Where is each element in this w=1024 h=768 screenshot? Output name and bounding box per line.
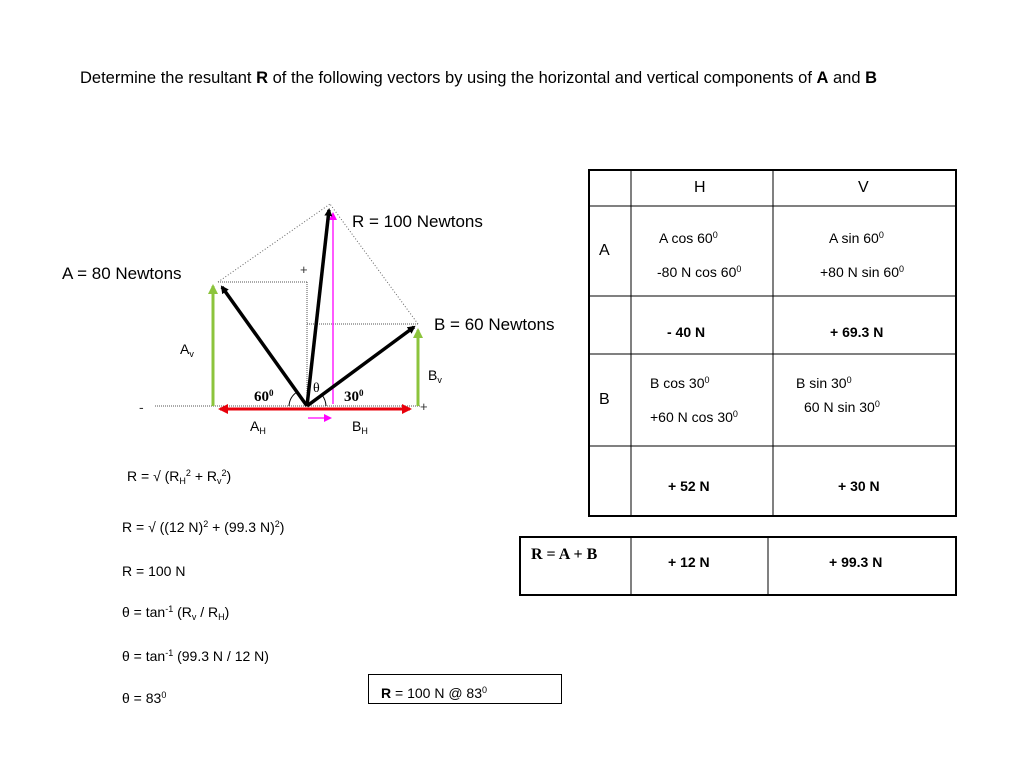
title-r: R [256, 69, 269, 87]
cell-a-v-result: + 69.3 N [830, 324, 884, 340]
cell-b-h-values: +60 N $\cos 30^0$ [650, 409, 738, 425]
table-header-v: V [858, 179, 869, 196]
theta-label: θ [313, 381, 320, 396]
equation-angle-formula: $\theta = \tan^{-1} (R_v / R_H)$ [122, 604, 230, 622]
equation-magnitude-formula: R = √ $(R_H^2 + R_v^2)$ [127, 468, 232, 486]
a-magnitude-label: A = 80 Newtons [62, 264, 182, 283]
equation-magnitude-result: R = 100 N [122, 563, 186, 579]
ah-label: $A_H$ [250, 418, 266, 436]
title-b: B [865, 69, 878, 87]
table-row-a-label: A [599, 242, 610, 259]
cell-b-v-formula: B $\sin 30^0$ [796, 375, 852, 391]
bh-label: $B_H$ [352, 418, 368, 436]
title-a: A [816, 69, 829, 87]
equation-angle-substituted: $\theta = \tan^{-1} (99.3$ N / 12 N) [122, 648, 269, 664]
cell-b-h-formula: B $\cos 30^0$ [650, 375, 710, 391]
sum-table-label: R = A + B [531, 546, 598, 563]
av-label: $A_v$ [180, 341, 194, 359]
problem-statement: Determine the resultant R of the following vectors by using the horizontal and vertical components of A and B [80, 69, 878, 87]
sum-h-result: + 12 N [668, 554, 710, 570]
table-row-b-label: B [599, 391, 610, 408]
cell-a-v-values: +80 N $\sin 60^0$ [820, 264, 905, 280]
angle-b-label: $30^0$ [344, 388, 364, 405]
equation-angle-result: $\theta = 83^0$ [122, 690, 167, 706]
angle-a-label: $60^0$ [254, 388, 274, 405]
bv-label: $B_v$ [428, 367, 442, 385]
plus-sign-right: + [420, 399, 428, 414]
minus-sign-left: - [139, 399, 144, 415]
cell-b-h-result: + 52 N [668, 478, 710, 494]
equation-magnitude-substituted: R = √ ((12 N)$^2$ + (99.3 N)$^2$) [122, 519, 285, 535]
cell-a-h-values: -80 N $\cos 60^0$ [657, 264, 742, 280]
cell-a-v-formula: A $\sin 60^0$ [829, 230, 884, 246]
final-answer-box: R = 100 N @ $83^0$ [368, 674, 562, 704]
b-magnitude-label: B = 60 Newtons [434, 315, 555, 334]
cell-a-h-result: - 40 N [667, 324, 706, 340]
plus-sign-top: + [300, 262, 308, 277]
table-header-h: H [694, 179, 706, 196]
cell-b-v-result: + 30 N [838, 478, 880, 494]
sum-v-result: + 99.3 N [829, 554, 883, 570]
cell-a-h-formula: A $\cos 60^0$ [659, 230, 718, 246]
cell-b-v-values: 60 N $\sin 30^0$ [804, 399, 880, 415]
r-magnitude-label: R = 100 Newtons [352, 212, 483, 231]
